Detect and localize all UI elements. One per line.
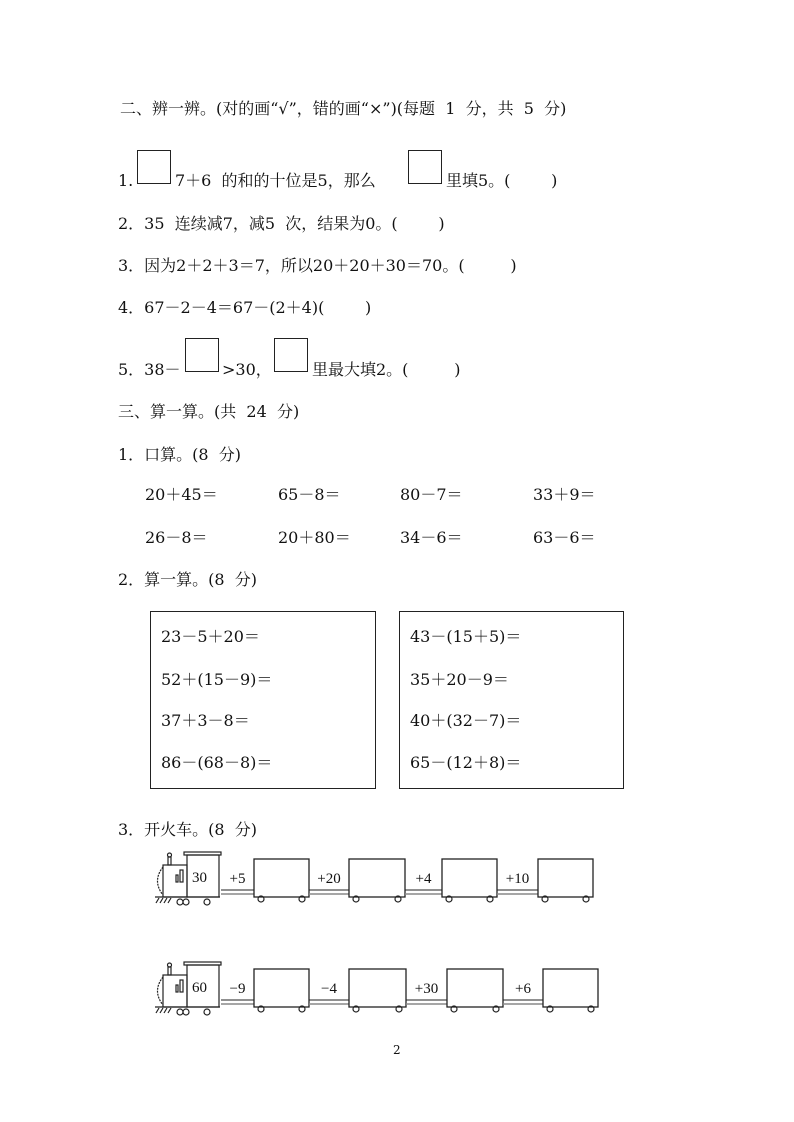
- section2-title: 二、辨一辨。(对的画“√”，错的画“×”)(每题 1 分，共 5 分): [120, 99, 567, 118]
- loco-chimney-top: [168, 853, 172, 857]
- part3-title: 3．开火车。(8 分): [118, 820, 258, 839]
- train-start-number: 60: [192, 980, 207, 996]
- answer-car-box[interactable]: [254, 969, 309, 1007]
- answer-car-box[interactable]: [447, 969, 503, 1007]
- answer-car-box[interactable]: [442, 859, 497, 897]
- oral-item: 63－6＝: [533, 528, 596, 547]
- q3-text: 3．因为2＋2＋3＝7，所以20＋20＋30＝70。( ): [118, 256, 517, 275]
- loco-window: [176, 985, 178, 992]
- calc-item: 43－(15＋5)＝: [410, 627, 522, 646]
- operation-label: −4: [321, 981, 337, 997]
- oral-item: 20＋80＝: [278, 528, 351, 547]
- answer-car-box[interactable]: [254, 859, 309, 897]
- q5-text-a: >30，: [222, 360, 272, 379]
- part1-title: 1．口算。(8 分): [118, 445, 242, 464]
- oral-item: 33＋9＝: [533, 485, 596, 504]
- q5-blank-box-2[interactable]: [274, 338, 308, 372]
- operation-label: +10: [505, 871, 530, 887]
- operation-label: +30: [414, 981, 439, 997]
- train-start-number: 30: [192, 870, 207, 886]
- loco-chimney: [168, 857, 171, 865]
- operation-label: +20: [317, 871, 341, 887]
- wheel-icon: [177, 899, 183, 905]
- q2-text: 2．35 连续减7，减5 次，结果为0。( ): [118, 214, 445, 233]
- loco-front: [158, 977, 164, 1005]
- calc-item: 40＋(32－7)＝: [410, 711, 522, 730]
- q1-text-b: 里填5。( ): [446, 171, 558, 190]
- answer-car-box[interactable]: [349, 969, 406, 1007]
- calc-item: 37＋3－8＝: [161, 711, 250, 730]
- oral-item: 65－8＝: [278, 485, 341, 504]
- oral-item: 34－6＝: [400, 528, 463, 547]
- wheel-icon: [204, 899, 210, 905]
- loco-window: [180, 870, 183, 882]
- q1-blank-box-1[interactable]: [137, 150, 171, 184]
- q1-number: 1.: [118, 171, 134, 190]
- calc-item: 86－(68－8)＝: [161, 753, 273, 772]
- q5-number: 5．38－: [118, 360, 181, 379]
- calc-item: 35＋20－9＝: [410, 670, 509, 689]
- operation-label: +6: [515, 981, 531, 997]
- calc-item: 52＋(15－9)＝: [161, 670, 273, 689]
- wheel-icon: [177, 1009, 183, 1015]
- calc-item: 23－5＋20＝: [161, 627, 260, 646]
- oral-item: 20＋45＝: [145, 485, 218, 504]
- loco-cowcatcher: [156, 898, 171, 903]
- loco-chimney: [168, 967, 171, 975]
- section3-title: 三、算一算。(共 24 分): [118, 402, 300, 421]
- q5-blank-box-1[interactable]: [185, 338, 219, 372]
- loco-cowcatcher: [156, 1008, 171, 1013]
- answer-car-box[interactable]: [543, 969, 598, 1007]
- wheel-icon: [183, 899, 189, 905]
- train-1: [0, 845, 794, 915]
- q4-text: 4．67－2－4＝67－(2＋4)( ): [118, 298, 372, 317]
- loco-chimney-top: [168, 963, 172, 967]
- loco-front: [158, 867, 164, 895]
- operation-label: −9: [229, 981, 246, 997]
- calc-item: 65－(12＋8)＝: [410, 753, 522, 772]
- answer-car-box[interactable]: [349, 859, 405, 897]
- oral-item: 26－8＝: [145, 528, 208, 547]
- wheel-icon: [204, 1009, 210, 1015]
- part2-title: 2．算一算。(8 分): [118, 570, 258, 589]
- q1-blank-box-2[interactable]: [408, 150, 442, 184]
- operation-label: +4: [415, 871, 432, 887]
- q5-text-b: 里最大填2。( ): [312, 360, 461, 379]
- oral-item: 80－7＝: [400, 485, 463, 504]
- train-2: [0, 955, 794, 1025]
- q1-text-a: 7＋6 的和的十位是5，那么: [175, 171, 376, 190]
- loco-window: [180, 980, 183, 992]
- operation-label: +5: [229, 871, 246, 887]
- wheel-icon: [183, 1009, 189, 1015]
- page-number: 2: [393, 1043, 401, 1057]
- answer-car-box[interactable]: [538, 859, 593, 897]
- loco-window: [176, 875, 178, 882]
